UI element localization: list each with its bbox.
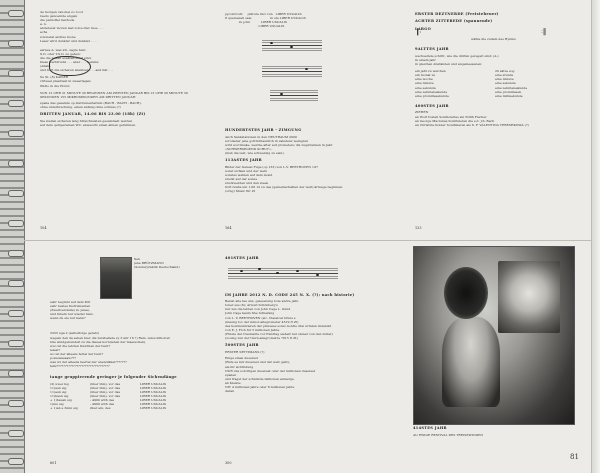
- text-line: spielen: [225, 372, 237, 377]
- text-line: NIT 4 millionen jahre oder 8 millionen jahre: [225, 384, 295, 389]
- table-cell: LIBER USUALIS: [140, 402, 166, 407]
- text-line: 3333 uga 2 (selbstfolge geratz): [50, 331, 100, 336]
- table-cell: LIBER USUALIS: [140, 390, 166, 395]
- text-line: sehr beginnt auf dem MO: [50, 300, 91, 304]
- text-line: an Wolf Vostell Sonifiziertes sin Edith Fischer: [415, 114, 487, 119]
- text-block: [50, 331, 210, 371]
- text-line: von E. J. Fich fur 5 millionen Jahre.: [225, 327, 281, 332]
- table-cell: - 4900 with des: [90, 398, 115, 403]
- text-line: und hinein nur wieder tanz,: [50, 312, 94, 317]
- table-cell: eine woche: [415, 77, 433, 82]
- text-line: stuckt auf der sonne: [225, 176, 258, 181]
- section-heading: 500STES JAHR: [225, 343, 259, 348]
- text-line: wuo ist die letzten Insichlen der bunt?: [50, 343, 111, 348]
- section-heading: 401STES JAHR: [225, 256, 259, 260]
- text-line: Laser wird dunkler und dunkler . . . .: [40, 38, 98, 43]
- binding-ring: [8, 160, 24, 167]
- table-cell: eine zehntelsekunde: [495, 85, 528, 90]
- text-line: stuckwerden und den steen: [225, 181, 269, 186]
- page-number: 104: [40, 226, 47, 230]
- section-heading: HUNDERTSTES JAHR - ZIMGUNG: [225, 128, 302, 132]
- section-heading: DRITTEN JANUAR, 14.06 BIS 23.00 (18h) (Zt): [40, 112, 146, 117]
- music-staff: [270, 88, 318, 101]
- subheading: ERSTER SETTIMANS (?): [225, 349, 265, 354]
- text-line: de morgen van mei zo rood: [40, 10, 83, 14]
- section-heading: 400STES JAHR: [415, 103, 449, 108]
- binding-ring: [8, 400, 24, 407]
- page-number: 81: [570, 453, 579, 461]
- caption-heading: 414STES JAHR: [413, 426, 447, 430]
- music-staff: [262, 38, 322, 51]
- table-cell: LIBER USUALIS: [140, 394, 166, 399]
- left-top-page: [40, 10, 190, 235]
- text-line: Bilder der Genesi Fuge (op 133) von L.V. BEETHOVEN 197: [225, 164, 318, 169]
- text-block: [40, 101, 190, 112]
- binding-ring: [8, 100, 24, 107]
- score-row: 8 quemezati sale in ste LIBER USUALIS: [225, 16, 306, 21]
- text-line: ohne unterbrechung, einen anfang ohne schluss (?): [40, 105, 121, 110]
- page-edge: [591, 0, 600, 473]
- text-line: anderezet moren leef zolve dier moe . . .: [40, 26, 104, 31]
- table-cell: 1)mu sig: [50, 402, 64, 407]
- text-block: VON 12 UHR 21 MINUTE 30 BEGINNEN AM ZWEITEN JANUAR BIS 12 UHR 20 MINUTE 30 SEKUNDEN 155 MIKROSEKUNDEN AM DRITTEN JANUAR:: [40, 90, 188, 99]
- binding-ring: [8, 310, 24, 317]
- table-cell: + 1)ab e 3mm sig: [50, 406, 78, 411]
- score-rows: [225, 12, 375, 31]
- text-line: auf dem quinperamen WC, abwescht einen ahnen geruhmen.: [40, 123, 137, 128]
- text-line: posseisssaaw???: [50, 356, 76, 361]
- text-line: in einem jahr: [415, 57, 436, 62]
- binding-ring: [8, 458, 24, 465]
- text-line: a. n.: [40, 22, 47, 27]
- caption-line: Sen: [134, 257, 140, 261]
- middle-top-text: [225, 128, 385, 228]
- repeat-sign-icon: 𝄇: [541, 28, 546, 39]
- woman-hair: [444, 267, 488, 319]
- table-cell: ilber ein, des: [90, 406, 111, 411]
- right-top-page: [415, 12, 575, 237]
- text-line: (zoomg zun der travn-allegrometre 7015 ft Zt): [225, 336, 298, 341]
- text-block: [225, 299, 385, 343]
- text-line: in gleichen Abständen und angemessenen:: [415, 62, 483, 67]
- text-line: (orng) Music für Zt: [225, 189, 256, 194]
- section-heading: ERSTER DEZTNERDE (Freisteheuer): [415, 12, 499, 16]
- text-block: [40, 119, 190, 130]
- table-cell: eine minute: [495, 77, 514, 82]
- text-line: (Finste der traumarte vor Exndtag siehelt nur stener von den dollar): [225, 331, 333, 336]
- music-staff: [228, 266, 338, 279]
- repeat-sign-icon: 𝄆: [417, 28, 422, 39]
- text-line: zolonetal andres mone: [40, 34, 76, 39]
- table-cell: (über ihm), vor das: [90, 390, 121, 395]
- text-line: als ihr sichtlidung: [225, 364, 254, 369]
- table-cell: eine millisekunde: [495, 93, 523, 98]
- text-line: achs: [40, 30, 48, 35]
- woman-figure: [442, 317, 500, 407]
- text-line: virtueel plasitiest in zweerlagen;: [40, 79, 92, 84]
- table-cell: (2) uwei mg: [50, 381, 69, 386]
- text-line: (maung tov der minor-allegrometer 4519 ft Zt): [225, 319, 299, 324]
- text-line: toner sus (6); Arnold Schönberg's: [225, 303, 278, 308]
- page-number: 300: [225, 461, 232, 465]
- text-line: sonst sichlen und der wein: [225, 168, 268, 173]
- table-cell: eine stunde: [495, 73, 514, 78]
- table-cell: 11)aun sig: [50, 390, 67, 395]
- table-cell: LIBER USUALIS: [140, 386, 166, 390]
- photo-collage: [413, 246, 575, 425]
- table-cell: (über ihm), vor das: [90, 394, 121, 399]
- text-line: Beisst alle lau uns, gelesetung bote andre jahr,: [225, 299, 299, 304]
- text-line: sehr bestes Instrumenten: [50, 304, 91, 309]
- table-cell: ein jahr zu welchen: [415, 69, 446, 74]
- text-line: (insb die text, wie schwenzig zu sein).: [225, 150, 285, 155]
- page-number: 133: [415, 226, 422, 230]
- text-block: [50, 300, 210, 323]
- binding-ring: [8, 340, 24, 347]
- text-line: John Cage kaum fine Schiefang: [225, 311, 275, 316]
- table-cell: ein monat zu: [415, 73, 436, 78]
- largo-caption: wähle die zudem des Hymns: [471, 37, 516, 42]
- text-line: wo ist der alleens fertel der bunt?: [50, 351, 104, 356]
- page-number: 164: [225, 226, 232, 230]
- text-line: nur sus die lebten von John Cage L. Gund: [225, 307, 291, 312]
- score-row: zu john LIBER USUALIS: [225, 20, 287, 25]
- text-line: was ist der alleens feertel der unendikkei???????: [50, 360, 127, 365]
- duration-table: [415, 69, 575, 98]
- text-line: hiess wertdrucki . . . aber . . . hemmi;: [40, 60, 99, 65]
- spiral-binding: [0, 0, 25, 473]
- table-cell: eine promillesekunde: [415, 93, 449, 98]
- largo-label: LARGO: [415, 26, 432, 31]
- table-cell: eine sekunde: [415, 85, 436, 90]
- text-line: wenn du sie nur kann?: [50, 316, 86, 321]
- text-table: [50, 382, 210, 411]
- table-cell: 11)haun sig: [50, 394, 69, 399]
- text-line: NUR uns sofortigen duserest oder der millionen duserest: [225, 368, 316, 373]
- portrait-photo: [100, 257, 132, 299]
- text-line: wegem den da sehen hier, dis nutzbefade xy 3 mir 16 ?) Ram. zubucktholver: [50, 335, 171, 340]
- photo-caption: [413, 426, 573, 446]
- text-line: lelest?: [50, 347, 61, 352]
- text-line: (Ahab): [40, 64, 51, 69]
- text-line: daran: [225, 389, 235, 394]
- section-heading: 9ALTTES JAHR: [415, 47, 449, 52]
- binding-ring: [8, 190, 24, 197]
- table-cell: LIBER USUALIS: [140, 381, 166, 386]
- text-line: (Zweitverstelle) zu Jenes,: [50, 308, 90, 313]
- text-line: feliz????????????????????????????????: [50, 364, 110, 369]
- text-line: des kommunizieren der pinzesse sonzo konfie drei urtaten imtezzkt: [225, 323, 332, 328]
- page-divider: [24, 240, 592, 241]
- text-line: ab Kleiste: [225, 380, 241, 385]
- text-line: scrolieder jene gottlichlaunlich in zakstenz weingren: [225, 138, 309, 143]
- table-cell: eine minute: [415, 81, 434, 86]
- text-line: die pantoffel methode: [40, 18, 75, 23]
- table-cell: LIBER USUALIS: [140, 398, 166, 403]
- text-line: Anch Sankstationen in den NEUTRAUM 2000: [225, 134, 297, 139]
- table-cell: eine zehntelsekunde: [415, 89, 448, 94]
- binding-ring: [8, 430, 24, 437]
- text-line: »SCHWERSEGEND SCHUT«,: [225, 146, 272, 151]
- text-block: [225, 135, 385, 158]
- binding-ring: [8, 40, 24, 47]
- binding-ring: [8, 10, 24, 17]
- text-line: Einge sinen duserest: [225, 356, 258, 361]
- text-line: spiele das gesamte op-Instrumentarium (BACH - BACH - BACH),: [40, 101, 142, 106]
- binding-ring: [8, 370, 24, 377]
- table-cell: 20 sätze sog: [495, 69, 515, 74]
- binding-ring: [8, 220, 24, 227]
- caption-line: jene BRÜTZMANN: [134, 261, 164, 266]
- page-number: 601: [50, 461, 57, 465]
- section-heading: 113ASTES JAHR: [225, 158, 262, 163]
- text-line: und hört die sicheren ansätzen . . . and hät . . .: [40, 68, 114, 73]
- scribble-mark: [49, 56, 91, 76]
- astronaut-photo: [498, 261, 560, 333]
- text-line: S.O. oder T.S.O. zu gehen:: [40, 51, 81, 56]
- section-heading: IM JAHRE 2012 N. D. CODE 245 N. X. (?); nach historie): [225, 292, 355, 297]
- left-bottom-page: [50, 300, 210, 465]
- caption-lines: [134, 257, 194, 272]
- section-heading: tange gruppierende geringer je folgender Sichendänge: [50, 375, 177, 380]
- score-row: LIBER USUALIS: [225, 24, 285, 29]
- text-line: Su St. (8) KAISER: [40, 75, 69, 80]
- music-staff: [262, 64, 322, 77]
- text-block: [40, 75, 190, 90]
- table-cell: (über ihm), vor das: [90, 386, 121, 390]
- text-block: [415, 54, 575, 69]
- text-line: tfüdlo in die Horst;: [40, 83, 70, 88]
- table-cell: eine sekunde: [495, 81, 516, 86]
- table-row: [415, 94, 575, 98]
- table-cell: LIBER USUALIS: [140, 406, 166, 411]
- table-row: [50, 406, 210, 410]
- text-line: Sie stellen sicheren lang Streichleisten gesammelt werden: [40, 119, 133, 124]
- binding-ring: [8, 70, 24, 77]
- text-block: [225, 356, 385, 396]
- text-line: hört brahs um 1.06 12 zu des (gemeinschaften der welt) ärmuge beginnen.: [225, 185, 344, 190]
- table-cell: 11)aun sig: [50, 386, 67, 390]
- text-line: asrnes A, was ich, sagte hier;: [40, 47, 87, 52]
- text-line: von L. V. BEETHOVEN (sic. Classical bruns s: [225, 315, 296, 320]
- binding-ring: [8, 130, 24, 137]
- text-line: sonstes wehlen auf dem mond: [225, 172, 273, 177]
- caption-text: AU EWIGE RESTIVAL DES TREISEWINDEN: [413, 432, 484, 437]
- text-block: [415, 110, 575, 129]
- table-cell: - 4900 with des: [90, 402, 115, 407]
- table-cell: + 1)hausn sig: [50, 398, 72, 403]
- table-cell: (über ihm), vor das: [90, 381, 121, 386]
- text-line: an George Maciunas Sonifizieren die s.d. J.S. Bach: [415, 118, 495, 123]
- text-line: ZIEHEN: [415, 110, 429, 115]
- table-cell: eine promillesek.: [495, 89, 522, 94]
- text-line: wird scorimuke, welche after auf prometeno dis zugstreinien in Jahr: [225, 142, 333, 147]
- score-row: pp>mf<sfz pikture lin> tun LIBER USUALIS: [225, 12, 302, 16]
- text-block: [40, 10, 190, 46]
- text-line: die die neuen exakten setzt sind,: [40, 55, 92, 60]
- middle-bottom-page: [225, 256, 385, 461]
- text-line: an Christine Kobler Sonifizieren als S. F. VALENTINA TERESHKOWA (?): [415, 122, 529, 127]
- binding-ring: [8, 280, 24, 287]
- text-line: wechselnde schritt, wie die dürfen geregelt sind; (A.): [415, 53, 499, 58]
- portrait-caption: [134, 257, 194, 277]
- caption-line: (Sonderpraktik Deutschland): [134, 265, 180, 270]
- text-line: reeds genoemde engels: [40, 14, 78, 19]
- text-line: bile windgebundelt zu die dieses korn(leben der massvollen).: [50, 339, 147, 344]
- text-line: (Rufe es mir duserest und der welt geht),: [225, 360, 290, 365]
- section-heading: ACHTER ZITTEREDE (spannende): [415, 18, 493, 23]
- binding-ring: [8, 250, 24, 257]
- text-block: [225, 165, 385, 197]
- text-line: und fragst der schnitzde millionen anmergs,: [225, 376, 295, 381]
